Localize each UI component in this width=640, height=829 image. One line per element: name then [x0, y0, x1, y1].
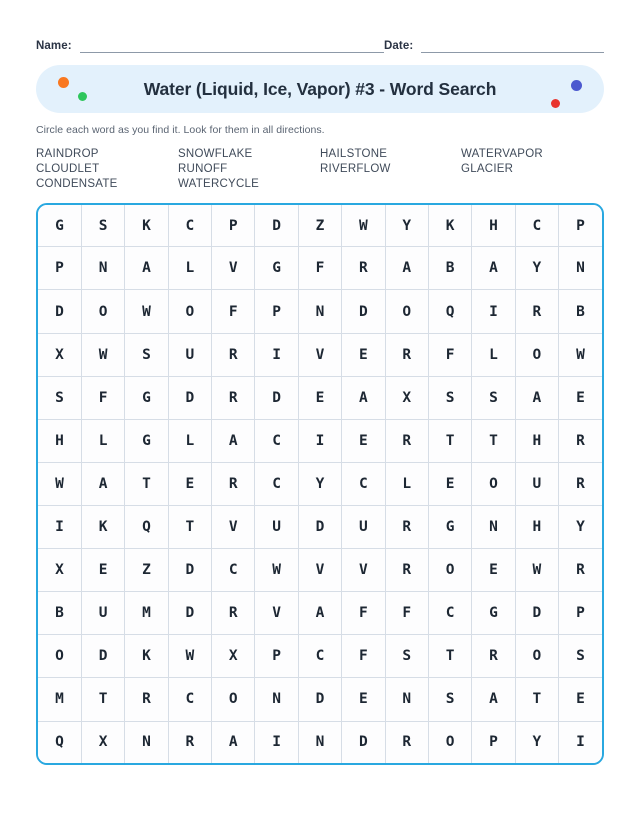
grid-cell[interactable]: S: [559, 635, 603, 678]
grid-cell[interactable]: A: [125, 247, 168, 290]
grid-cell[interactable]: C: [168, 678, 211, 721]
grid-cell[interactable]: O: [515, 333, 558, 376]
grid-cell[interactable]: R: [385, 333, 428, 376]
grid-cell[interactable]: Y: [559, 506, 603, 549]
decorative-dot-orange: [58, 77, 69, 88]
grid-cell[interactable]: V: [298, 549, 341, 592]
grid-cell[interactable]: S: [472, 376, 515, 419]
grid-cell[interactable]: F: [342, 592, 385, 635]
grid-cell[interactable]: H: [515, 506, 558, 549]
grid-row: [38, 549, 602, 592]
grid-cell[interactable]: C: [342, 462, 385, 505]
grid-cell[interactable]: D: [255, 376, 298, 419]
grid-cell[interactable]: D: [298, 678, 341, 721]
grid-cell[interactable]: P: [255, 635, 298, 678]
grid-row: [38, 592, 602, 635]
grid-cell[interactable]: F: [342, 635, 385, 678]
word-item[interactable]: RAINDROP: [36, 147, 99, 160]
grid-cell[interactable]: E: [298, 376, 341, 419]
grid-cell[interactable]: F: [81, 376, 124, 419]
grid-cell[interactable]: R: [168, 721, 211, 763]
grid-cell[interactable]: G: [472, 592, 515, 635]
date-input-line[interactable]: [421, 39, 604, 53]
grid-cell[interactable]: R: [385, 549, 428, 592]
grid-cell[interactable]: V: [298, 333, 341, 376]
grid-cell[interactable]: K: [81, 506, 124, 549]
grid-cell[interactable]: S: [81, 205, 124, 247]
grid-cell[interactable]: W: [342, 205, 385, 247]
grid-cell[interactable]: P: [255, 290, 298, 333]
grid-cell[interactable]: X: [38, 549, 81, 592]
word-item[interactable]: RIVERFLOW: [320, 162, 391, 175]
grid-cell[interactable]: B: [559, 290, 603, 333]
letter-grid-body: [38, 205, 602, 763]
grid-cell[interactable]: A: [81, 462, 124, 505]
grid-cell[interactable]: I: [255, 721, 298, 763]
grid-cell[interactable]: C: [428, 592, 471, 635]
grid-cell[interactable]: D: [342, 721, 385, 763]
grid-cell[interactable]: F: [212, 290, 255, 333]
grid-cell[interactable]: U: [515, 462, 558, 505]
grid-cell[interactable]: E: [472, 549, 515, 592]
grid-cell[interactable]: D: [342, 290, 385, 333]
grid-cell[interactable]: U: [168, 333, 211, 376]
grid-cell[interactable]: N: [472, 506, 515, 549]
grid-cell[interactable]: R: [559, 419, 603, 462]
grid-cell[interactable]: Q: [38, 721, 81, 763]
grid-cell[interactable]: R: [559, 549, 603, 592]
grid-cell[interactable]: D: [515, 592, 558, 635]
grid-cell[interactable]: S: [428, 678, 471, 721]
grid-cell[interactable]: I: [38, 506, 81, 549]
grid-cell[interactable]: T: [168, 506, 211, 549]
grid-cell[interactable]: A: [212, 721, 255, 763]
grid-cell[interactable]: T: [81, 678, 124, 721]
grid-cell[interactable]: C: [212, 549, 255, 592]
grid-cell[interactable]: K: [428, 205, 471, 247]
grid-cell[interactable]: V: [212, 506, 255, 549]
grid-cell[interactable]: K: [125, 205, 168, 247]
grid-cell[interactable]: R: [559, 462, 603, 505]
grid-cell[interactable]: P: [559, 592, 603, 635]
grid-cell[interactable]: K: [125, 635, 168, 678]
grid-row: [38, 462, 602, 505]
grid-cell[interactable]: I: [298, 419, 341, 462]
grid-cell[interactable]: C: [298, 635, 341, 678]
grid-cell[interactable]: S: [125, 333, 168, 376]
grid-cell[interactable]: O: [515, 635, 558, 678]
grid-row: [38, 333, 602, 376]
grid-cell[interactable]: O: [81, 290, 124, 333]
grid-cell[interactable]: T: [428, 419, 471, 462]
grid-cell[interactable]: A: [212, 419, 255, 462]
grid-cell[interactable]: L: [81, 419, 124, 462]
grid-cell[interactable]: L: [472, 333, 515, 376]
grid-row: [38, 290, 602, 333]
grid-cell[interactable]: T: [515, 678, 558, 721]
grid-cell[interactable]: D: [255, 205, 298, 247]
grid-cell[interactable]: R: [212, 592, 255, 635]
grid-cell[interactable]: C: [255, 419, 298, 462]
grid-cell[interactable]: M: [125, 592, 168, 635]
grid-cell[interactable]: M: [38, 678, 81, 721]
grid-cell[interactable]: E: [342, 419, 385, 462]
grid-cell[interactable]: L: [168, 247, 211, 290]
grid-cell[interactable]: E: [559, 376, 603, 419]
grid-row: [38, 205, 602, 247]
word-item[interactable]: WATERVAPOR: [461, 147, 543, 160]
grid-cell[interactable]: P: [472, 721, 515, 763]
grid-cell[interactable]: A: [385, 247, 428, 290]
word-item[interactable]: CONDENSATE: [36, 177, 118, 190]
decorative-dot-green: [78, 92, 87, 101]
grid-cell[interactable]: G: [125, 376, 168, 419]
grid-cell[interactable]: X: [81, 721, 124, 763]
grid-cell[interactable]: E: [81, 549, 124, 592]
grid-cell[interactable]: P: [212, 205, 255, 247]
word-item[interactable]: CLOUDLET: [36, 162, 100, 175]
letter-grid-table: [38, 205, 602, 763]
grid-cell[interactable]: G: [428, 506, 471, 549]
grid-cell[interactable]: E: [342, 333, 385, 376]
grid-cell[interactable]: B: [428, 247, 471, 290]
word-search-grid[interactable]: [36, 203, 604, 765]
grid-cell[interactable]: L: [385, 462, 428, 505]
grid-cell[interactable]: R: [385, 721, 428, 763]
grid-cell[interactable]: N: [255, 678, 298, 721]
word-item[interactable]: RUNOFF: [178, 162, 228, 175]
grid-cell[interactable]: U: [342, 506, 385, 549]
grid-cell[interactable]: G: [38, 205, 81, 247]
grid-cell[interactable]: I: [559, 721, 603, 763]
grid-cell[interactable]: W: [255, 549, 298, 592]
grid-cell[interactable]: R: [515, 290, 558, 333]
grid-cell[interactable]: D: [38, 290, 81, 333]
grid-cell[interactable]: O: [168, 290, 211, 333]
grid-cell[interactable]: S: [385, 635, 428, 678]
word-list: [36, 147, 604, 193]
grid-cell[interactable]: T: [428, 635, 471, 678]
grid-cell[interactable]: L: [168, 419, 211, 462]
grid-row: [38, 721, 602, 763]
date-field[interactable]: [384, 39, 604, 53]
grid-cell[interactable]: R: [125, 678, 168, 721]
grid-cell[interactable]: C: [168, 205, 211, 247]
grid-cell[interactable]: N: [298, 721, 341, 763]
grid-cell[interactable]: W: [125, 290, 168, 333]
grid-cell[interactable]: O: [38, 635, 81, 678]
decorative-dot-blue: [571, 80, 582, 91]
grid-cell[interactable]: T: [472, 419, 515, 462]
grid-cell[interactable]: W: [559, 333, 603, 376]
grid-cell[interactable]: D: [81, 635, 124, 678]
grid-cell[interactable]: G: [255, 247, 298, 290]
grid-cell[interactable]: Y: [515, 721, 558, 763]
grid-cell[interactable]: R: [385, 419, 428, 462]
grid-cell[interactable]: N: [559, 247, 603, 290]
grid-cell[interactable]: P: [38, 247, 81, 290]
grid-cell[interactable]: W: [168, 635, 211, 678]
word-item[interactable]: SNOWFLAKE: [178, 147, 253, 160]
date-label: Date:: [384, 40, 414, 52]
grid-cell[interactable]: A: [472, 247, 515, 290]
grid-cell[interactable]: W: [81, 333, 124, 376]
grid-cell[interactable]: N: [298, 290, 341, 333]
grid-row: [38, 506, 602, 549]
grid-cell[interactable]: V: [255, 592, 298, 635]
grid-cell[interactable]: I: [255, 333, 298, 376]
grid-cell[interactable]: Y: [298, 462, 341, 505]
grid-cell[interactable]: Q: [125, 506, 168, 549]
grid-cell[interactable]: O: [385, 290, 428, 333]
grid-cell[interactable]: C: [515, 205, 558, 247]
grid-cell[interactable]: X: [385, 376, 428, 419]
grid-cell[interactable]: R: [212, 376, 255, 419]
grid-cell[interactable]: O: [212, 678, 255, 721]
grid-cell[interactable]: Y: [385, 205, 428, 247]
word-item[interactable]: WATERCYCLE: [178, 177, 260, 190]
name-label: Name:: [36, 40, 72, 52]
grid-cell[interactable]: P: [559, 205, 603, 247]
grid-cell[interactable]: I: [472, 290, 515, 333]
grid-cell[interactable]: Z: [125, 549, 168, 592]
grid-cell[interactable]: O: [428, 721, 471, 763]
grid-cell[interactable]: U: [255, 506, 298, 549]
grid-cell[interactable]: X: [212, 635, 255, 678]
grid-cell[interactable]: E: [168, 462, 211, 505]
grid-cell[interactable]: R: [342, 247, 385, 290]
grid-row: [38, 419, 602, 462]
grid-row: [38, 678, 602, 721]
grid-row: [38, 635, 602, 678]
grid-cell[interactable]: A: [472, 678, 515, 721]
grid-cell[interactable]: E: [559, 678, 603, 721]
grid-cell[interactable]: E: [342, 678, 385, 721]
grid-cell[interactable]: Q: [428, 290, 471, 333]
grid-cell[interactable]: A: [298, 592, 341, 635]
grid-row: [38, 376, 602, 419]
word-item[interactable]: HAILSTONE: [320, 147, 388, 160]
grid-cell[interactable]: Z: [298, 205, 341, 247]
grid-cell[interactable]: R: [472, 635, 515, 678]
grid-cell[interactable]: N: [385, 678, 428, 721]
grid-cell[interactable]: E: [428, 462, 471, 505]
grid-cell[interactable]: H: [472, 205, 515, 247]
grid-cell[interactable]: Y: [515, 247, 558, 290]
grid-cell[interactable]: H: [515, 419, 558, 462]
grid-cell[interactable]: D: [168, 376, 211, 419]
instructions-text: Circle each word as you find it. Look for them in all directions.: [36, 124, 325, 136]
page-title: Water (Liquid, Ice, Vapor) #3 - Word Search: [143, 78, 497, 99]
grid-cell[interactable]: T: [125, 462, 168, 505]
grid-cell[interactable]: V: [212, 247, 255, 290]
grid-cell[interactable]: V: [342, 549, 385, 592]
grid-row: [38, 247, 602, 290]
grid-cell[interactable]: N: [81, 247, 124, 290]
grid-cell[interactable]: D: [168, 549, 211, 592]
grid-cell[interactable]: G: [125, 419, 168, 462]
word-item[interactable]: GLACIER: [461, 162, 514, 175]
title-banner: [36, 65, 604, 113]
grid-cell[interactable]: S: [428, 376, 471, 419]
grid-cell[interactable]: W: [38, 462, 81, 505]
grid-cell[interactable]: C: [255, 462, 298, 505]
grid-cell[interactable]: O: [472, 462, 515, 505]
grid-cell[interactable]: B: [38, 592, 81, 635]
grid-cell[interactable]: S: [38, 376, 81, 419]
grid-cell[interactable]: D: [168, 592, 211, 635]
grid-cell[interactable]: F: [298, 247, 341, 290]
grid-cell[interactable]: O: [428, 549, 471, 592]
grid-cell[interactable]: H: [38, 419, 81, 462]
name-field[interactable]: [36, 39, 384, 53]
grid-cell[interactable]: R: [212, 462, 255, 505]
grid-cell[interactable]: A: [515, 376, 558, 419]
grid-cell[interactable]: A: [342, 376, 385, 419]
name-input-line[interactable]: [80, 39, 384, 53]
grid-cell[interactable]: R: [385, 506, 428, 549]
decorative-dot-red: [551, 99, 560, 108]
grid-cell[interactable]: U: [81, 592, 124, 635]
student-info-row: [36, 0, 604, 53]
grid-cell[interactable]: F: [385, 592, 428, 635]
grid-cell[interactable]: F: [428, 333, 471, 376]
grid-cell[interactable]: X: [38, 333, 81, 376]
grid-cell[interactable]: N: [125, 721, 168, 763]
grid-cell[interactable]: D: [298, 506, 341, 549]
grid-cell[interactable]: R: [212, 333, 255, 376]
grid-cell[interactable]: W: [515, 549, 558, 592]
